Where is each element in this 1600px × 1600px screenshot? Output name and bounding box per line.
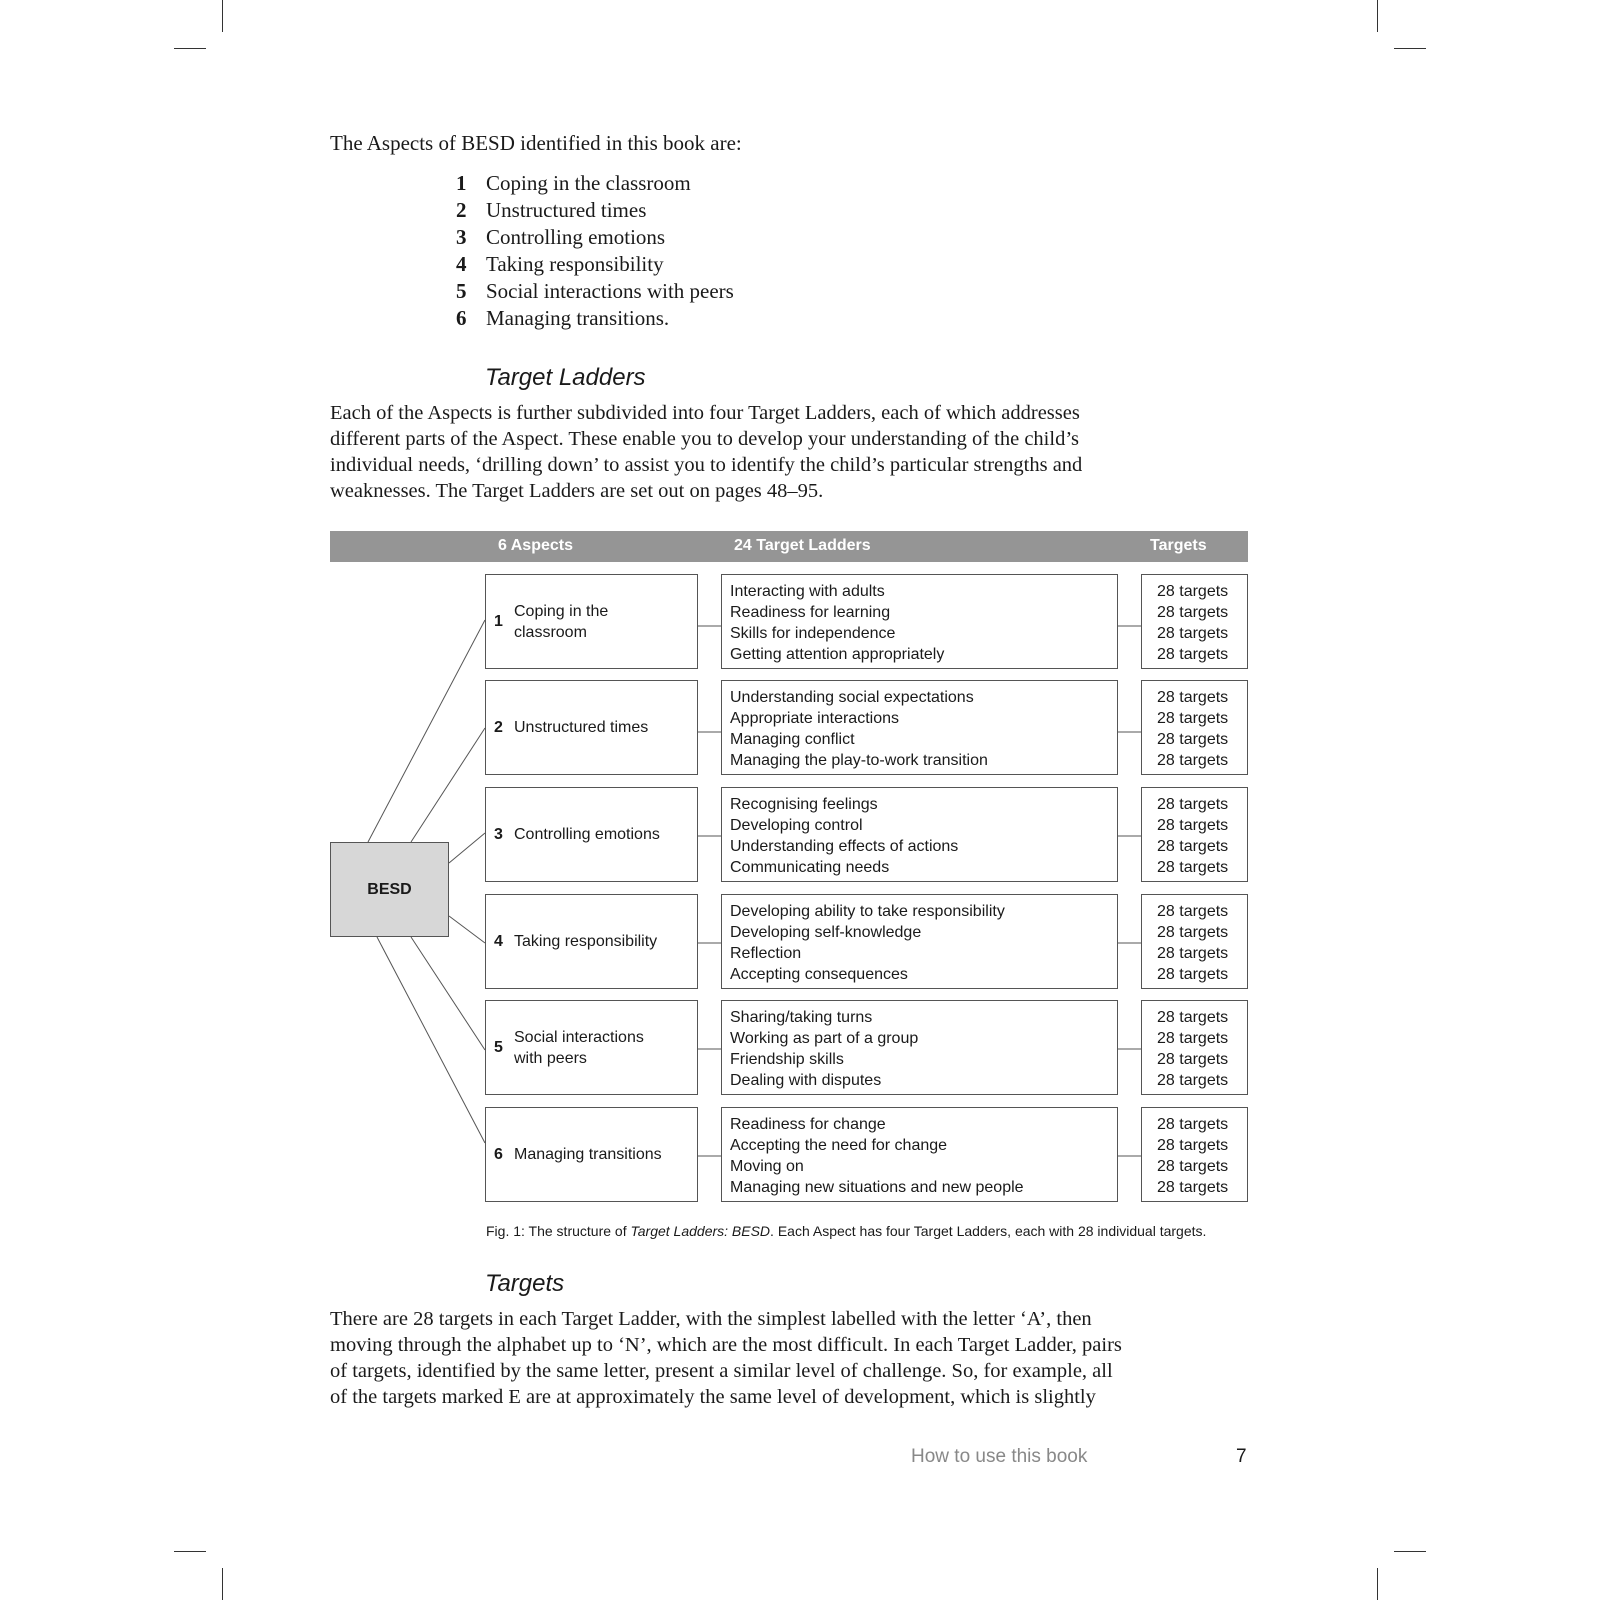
ladder-box: Sharing/taking turns Working as part of a group Friendship skills Dealing with disputes (721, 1000, 1118, 1095)
aspect-box: 1 Coping in the classroom (485, 574, 698, 669)
paragraph: There are 28 targets in each Target Ladder, with the simplest labelled with the letter ‘A’, then moving through the alphabet up to ‘N’, which are the most difficult. In each Target Ladder, pairs of targets, identified by the same letter, present a similar level of challenge. So, for example, all of the targets marked E are at approximately the same level of development, which is slightly (330, 1308, 1122, 1408)
ladder-box: Readiness for change Accepting the need for change Moving on Managing new situations and new people (721, 1107, 1118, 1202)
figure-caption: Fig. 1: The structure of Target Ladders: BESD. Each Aspect has four Target Ladders, each with 28 individual targets. (486, 1223, 1207, 1239)
ladder-box: Understanding social expectations Appropriate interactions Managing conflict Managing the play-to-work transition (721, 680, 1118, 775)
running-footer: How to use this book (911, 1446, 1088, 1467)
header-targets: Targets (1150, 537, 1207, 554)
besd-root-box: BESD (330, 842, 449, 937)
list-item: 3 Controlling emotions (456, 225, 666, 249)
target-box: 28 targets 28 targets 28 targets 28 targets (1141, 787, 1248, 882)
header-aspects: 6 Aspects (498, 537, 573, 554)
section-heading: Target Ladders (485, 364, 646, 391)
section-heading: Targets (485, 1270, 565, 1297)
page-number: 7 (1236, 1446, 1247, 1467)
target-box: 28 targets 28 targets 28 targets 28 targets (1141, 894, 1248, 989)
aspect-box: 4 Taking responsibility (485, 894, 698, 989)
aspect-box: 5 Social interactions with peers (485, 1000, 698, 1095)
target-box: 28 targets 28 targets 28 targets 28 targets (1141, 1107, 1248, 1202)
list-item: 2 Unstructured times (456, 198, 647, 222)
list-item: 5 Social interactions with peers (456, 279, 734, 303)
list-item: 1 Coping in the classroom (456, 171, 691, 195)
aspect-box: 2 Unstructured times (485, 680, 698, 775)
target-box: 28 targets 28 targets 28 targets 28 targets (1141, 680, 1248, 775)
paragraph: Each of the Aspects is further subdivided into four Target Ladders, each of which addresses different parts of the Aspect. These enable you to develop your understanding of the child’s individual needs, ‘drilling down’ to assist you to identify the child’s particular strengths and weaknesses. The Target Ladders are set out on pages 48–95. (330, 402, 1083, 502)
list-item: 4 Taking responsibility (456, 252, 664, 276)
ladder-box: Interacting with adults Readiness for learning Skills for independence Getting attention appropriately (721, 574, 1118, 669)
header-ladders: 24 Target Ladders (734, 537, 871, 554)
aspect-box: 6 Managing transitions (485, 1107, 698, 1202)
intro-text: The Aspects of BESD identified in this book are: (330, 131, 742, 155)
aspect-box: 3 Controlling emotions (485, 787, 698, 882)
list-item: 6 Managing transitions. (456, 306, 670, 330)
ladder-box: Recognising feelings Developing control Understanding effects of actions Communicating needs (721, 787, 1118, 882)
ladder-box: Developing ability to take responsibility Developing self-knowledge Reflection Accepting consequences (721, 894, 1118, 989)
target-box: 28 targets 28 targets 28 targets 28 targets (1141, 1000, 1248, 1095)
target-box: 28 targets 28 targets 28 targets 28 targets (1141, 574, 1248, 669)
